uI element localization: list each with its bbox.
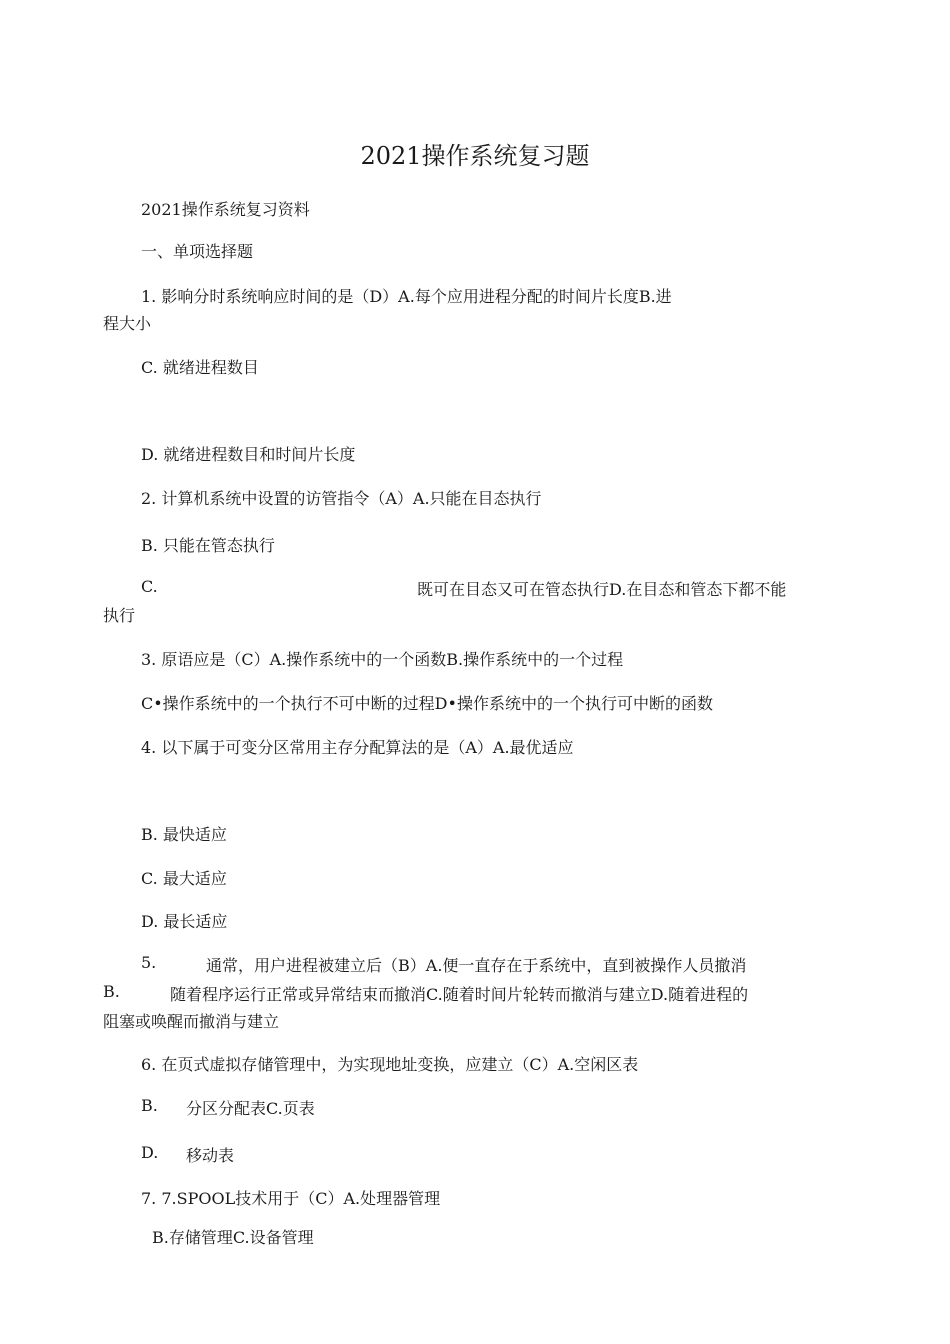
question-2: 2. 计算机系统中设置的访管指令（A）A.只能在目态执行 bbox=[141, 489, 542, 508]
option-b: B. 只能在管态执行 bbox=[141, 536, 275, 555]
option-b-label: B. bbox=[103, 982, 120, 1001]
document-title: 2021操作系统复习题 bbox=[360, 142, 590, 170]
option-c: C. 最大适应 bbox=[141, 869, 227, 888]
option-b-text: 随着程序运行正常或异常结束而撤消C.随着时间片轮转而撤消与建立D.随着进程的 bbox=[170, 985, 749, 1004]
option-d: D. 最长适应 bbox=[141, 912, 228, 931]
question-3: 3. 原语应是（C）A.操作系统中的一个函数B.操作系统中的一个过程 bbox=[141, 650, 624, 669]
subtitle: 2021操作系统复习资料 bbox=[141, 200, 310, 219]
question-1-continued: 程大小 bbox=[103, 314, 152, 333]
option-d-text: 移动表 bbox=[186, 1146, 235, 1165]
question-7: 7. 7.SPOOL技术用于（C）A.处理器管理 bbox=[141, 1189, 441, 1208]
section-heading: 一、单项选择题 bbox=[141, 242, 254, 261]
question-4: 4. 以下属于可变分区常用主存分配算法的是（A）A.最优适应 bbox=[141, 738, 574, 757]
option-d-continued: 执行 bbox=[103, 606, 136, 625]
option-c: C. 就绪进程数目 bbox=[141, 358, 259, 377]
question-5-number: 5. bbox=[141, 953, 157, 972]
option-c-label: C. bbox=[141, 577, 158, 596]
question-5-text: 通常，用户进程被建立后（B）A.便一直存在于系统中，直到被操作人员撤消 bbox=[206, 956, 747, 975]
question-6: 6. 在页式虚拟存储管理中，为实现地址变换，应建立（C）A.空闲区表 bbox=[141, 1055, 639, 1074]
question-7-options: B.存储管理C.设备管理 bbox=[152, 1228, 314, 1247]
option-b-label: B. bbox=[141, 1096, 158, 1115]
question-3-options: C•操作系统中的一个执行不可中断的过程D•操作系统中的一个执行可中断的函数 bbox=[141, 694, 713, 713]
question-5-continued: 阻塞或唤醒而撤消与建立 bbox=[103, 1012, 280, 1031]
option-b-text: 分区分配表C.页表 bbox=[186, 1099, 315, 1118]
option-c-text: 既可在目态又可在管态执行D.在目态和管态下都不能 bbox=[417, 580, 787, 599]
option-b: B. 最快适应 bbox=[141, 825, 227, 844]
option-d: D. 就绪进程数目和时间片长度 bbox=[141, 445, 356, 464]
option-d-label: D. bbox=[141, 1143, 159, 1162]
question-1: 1. 影响分时系统响应时间的是（D）A.每个应用进程分配的时间片长度B.进 bbox=[141, 287, 672, 306]
